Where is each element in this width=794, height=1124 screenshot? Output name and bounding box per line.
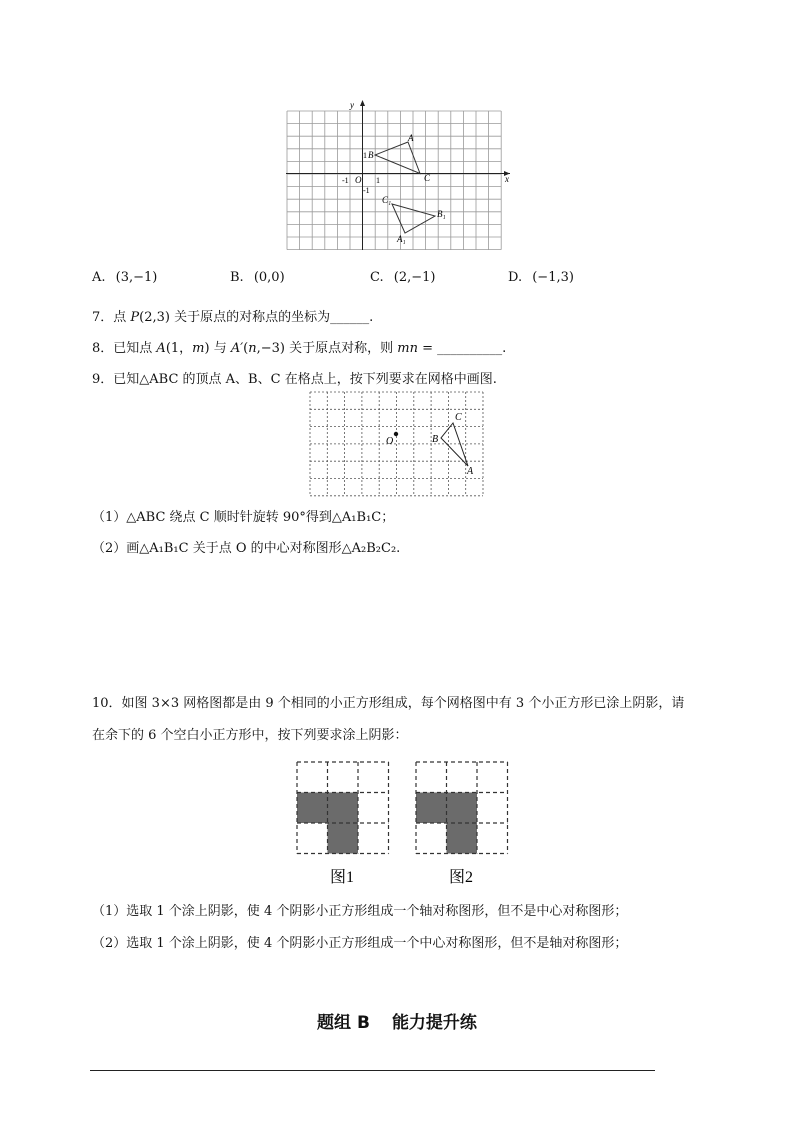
point-c1-label: C₁ xyxy=(382,195,392,205)
q9-part-2: （2）画△A₁B₁C 关于点 O 的中心对称图形△A₂B₂C₂. xyxy=(92,541,401,556)
q6-coordinate-figure xyxy=(280,96,520,256)
axis-x-label: x xyxy=(505,174,509,184)
axis-y-label: y xyxy=(350,100,354,110)
question-10-line-1: 10．如图 3×3 网格图都是由 9 个相同的小正方形组成，每个网格图中有 3 个小正方形已涂上阴影，请 xyxy=(92,696,685,711)
point-b-label: B xyxy=(368,150,374,160)
tick-1-x: 1 xyxy=(376,176,380,185)
tick-1-y: 1 xyxy=(363,151,367,160)
q6-option-b[interactable]: B. (0,0) xyxy=(230,270,285,285)
q9-grid-figure xyxy=(306,388,488,498)
triangle-a1b1c1 xyxy=(392,204,435,233)
figure-1-caption: 图1 xyxy=(330,869,355,886)
origin-label: O xyxy=(355,175,362,185)
q6-option-c[interactable]: C. (2,−1) xyxy=(370,270,436,285)
tick-neg1-x: -1 xyxy=(342,176,349,185)
point-a-label: A xyxy=(408,133,414,143)
q10-figure-2 xyxy=(416,762,508,854)
question-10-line-2: 在余下的 6 个空白小正方形中，按下列要求涂上阴影： xyxy=(92,728,408,743)
q6-option-a[interactable]: A. (3,−1) xyxy=(92,270,158,285)
divider-line xyxy=(90,1070,655,1071)
q6-option-d[interactable]: D. (−1,3) xyxy=(508,270,574,285)
q10-figure-1 xyxy=(297,762,389,854)
q10-grids-figure xyxy=(290,756,520,892)
section-heading: 题组 B 能力提升练 xyxy=(317,1013,477,1033)
question-9: 9．已知△ABC 的顶点 A、B、C 在格点上，按下列要求在网格中画图. xyxy=(92,372,497,387)
q9-point-c-label: C xyxy=(455,412,462,423)
figure-2-caption: 图2 xyxy=(449,869,474,886)
tick-neg1-y: -1 xyxy=(363,186,370,195)
q9-point-a-label: A xyxy=(467,466,474,477)
question-8: 8．已知点 A(1，m) 与 A′(n,−3) 关于原点对称，则 mn = __________. xyxy=(92,341,507,356)
q8-answer-blank[interactable]: __________ xyxy=(437,341,503,356)
point-b1-label: B₁ xyxy=(437,209,446,219)
q9-point-o-label: O xyxy=(386,436,394,447)
q9-point-b-label: B xyxy=(432,434,439,445)
question-7: 7．点 P(2,3) 关于原点的对称点的坐标为______. xyxy=(92,310,374,325)
q9-triangle-abc xyxy=(441,423,468,466)
point-c-label: C xyxy=(424,173,431,183)
q9-part-1: （1）△ABC 绕点 C 顺时针旋转 90°得到△A₁B₁C； xyxy=(92,510,395,525)
q10-part-1: （1）选取 1 个涂上阴影，使 4 个阴影小正方形组成一个轴对称图形，但不是中心对称图形； xyxy=(92,904,628,919)
q7-answer-blank[interactable]: ______ xyxy=(330,310,370,325)
q10-part-2: （2）选取 1 个涂上阴影，使 4 个阴影小正方形组成一个中心对称图形，但不是轴对称图形； xyxy=(92,936,628,951)
point-o-dot xyxy=(394,432,398,436)
point-a1-label: A₁ xyxy=(397,234,406,244)
